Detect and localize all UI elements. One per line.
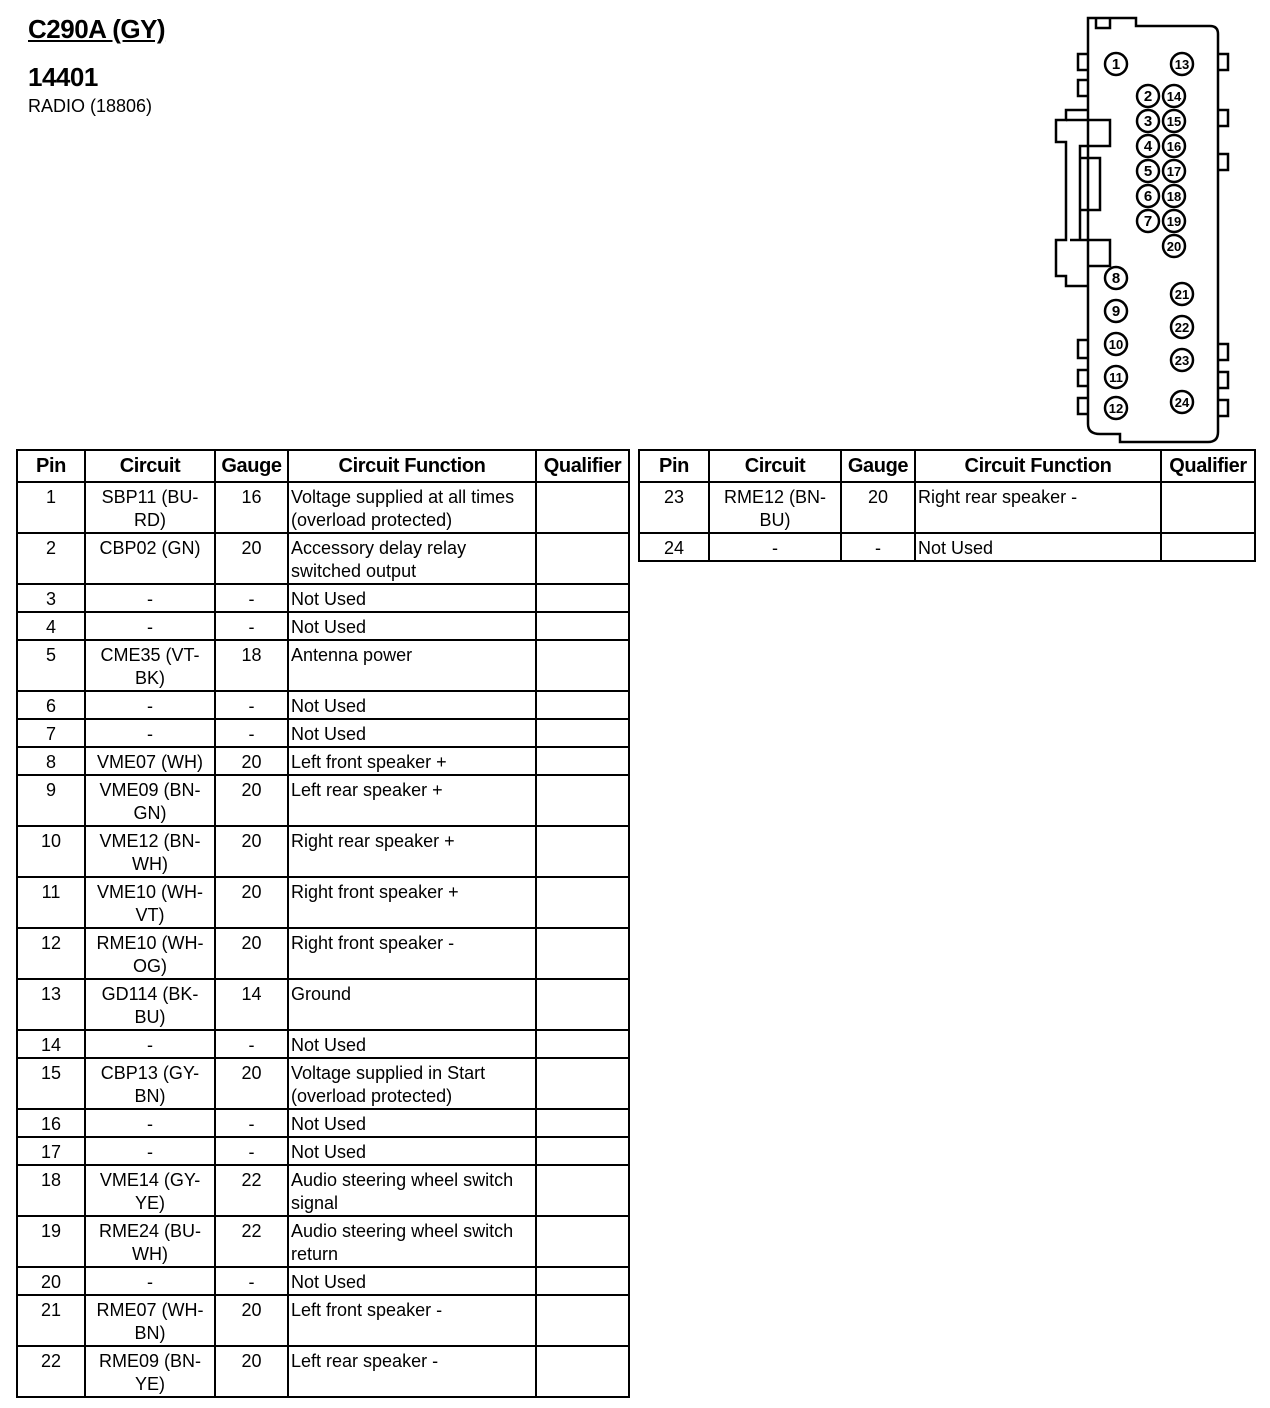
table-header-row bbox=[17, 450, 629, 482]
circuit-cell: CME35 (VT-BK) bbox=[85, 640, 215, 691]
table-row bbox=[17, 1109, 629, 1137]
function-cell: Not Used bbox=[288, 1030, 536, 1058]
pin-cell: 5 bbox=[17, 640, 85, 691]
pin-table-right bbox=[638, 449, 1256, 562]
qualifier-cell bbox=[536, 1295, 629, 1346]
gauge-cell: 22 bbox=[215, 1216, 288, 1267]
column-header-circuit: Circuit bbox=[709, 450, 841, 482]
qualifier-cell bbox=[536, 1267, 629, 1295]
pin-cell: 16 bbox=[17, 1109, 85, 1137]
table-row bbox=[17, 1346, 629, 1397]
pin-cell: 11 bbox=[17, 877, 85, 928]
gauge-cell: 20 bbox=[215, 826, 288, 877]
qualifier-cell bbox=[536, 826, 629, 877]
pin-label: 7 bbox=[1143, 213, 1153, 230]
pin-label: 24 bbox=[1174, 395, 1190, 410]
pin-cell: 1 bbox=[17, 482, 85, 533]
column-header-function: Circuit Function bbox=[288, 450, 536, 482]
table-row bbox=[17, 612, 629, 640]
circuit-cell: RME07 (WH-BN) bbox=[85, 1295, 215, 1346]
function-cell: Audio steering wheel switch return bbox=[288, 1216, 536, 1267]
circuit-cell: RME09 (BN-YE) bbox=[85, 1346, 215, 1397]
table-row bbox=[17, 1295, 629, 1346]
gauge-cell: 20 bbox=[215, 533, 288, 584]
function-cell: Accessory delay relay switched output bbox=[288, 533, 536, 584]
pin-label: 3 bbox=[1143, 113, 1153, 130]
qualifier-cell bbox=[536, 640, 629, 691]
circuit-cell: GD114 (BK-BU) bbox=[85, 979, 215, 1030]
column-header-circuit: Circuit bbox=[85, 450, 215, 482]
pin-label: 6 bbox=[1143, 188, 1153, 205]
table-row bbox=[17, 533, 629, 584]
gauge-cell: 20 bbox=[215, 1058, 288, 1109]
pin-label: 12 bbox=[1108, 401, 1124, 416]
function-cell: Voltage supplied in Start (overload protected) bbox=[288, 1058, 536, 1109]
gauge-cell: - bbox=[215, 1109, 288, 1137]
circuit-cell: VME10 (WH-VT) bbox=[85, 877, 215, 928]
pin-label: 19 bbox=[1166, 214, 1182, 229]
function-cell: Audio steering wheel switch signal bbox=[288, 1165, 536, 1216]
pin-label: 5 bbox=[1143, 163, 1153, 180]
pin-label: 4 bbox=[1143, 138, 1153, 155]
pin-cell: 9 bbox=[17, 775, 85, 826]
pin-cell: 17 bbox=[17, 1137, 85, 1165]
circuit-cell: - bbox=[85, 612, 215, 640]
pin-cell: 7 bbox=[17, 719, 85, 747]
qualifier-cell bbox=[536, 1137, 629, 1165]
qualifier-cell bbox=[1161, 482, 1255, 533]
gauge-cell: 20 bbox=[215, 928, 288, 979]
table-row bbox=[17, 1216, 629, 1267]
circuit-cell: RME12 (BN-BU) bbox=[709, 482, 841, 533]
function-cell: Not Used bbox=[288, 1137, 536, 1165]
pin-cell: 21 bbox=[17, 1295, 85, 1346]
column-header-function: Circuit Function bbox=[915, 450, 1161, 482]
qualifier-cell bbox=[536, 1216, 629, 1267]
gauge-cell: 16 bbox=[215, 482, 288, 533]
qualifier-cell bbox=[536, 979, 629, 1030]
function-cell: Antenna power bbox=[288, 640, 536, 691]
pin-label: 2 bbox=[1143, 88, 1153, 105]
function-cell: Left front speaker + bbox=[288, 747, 536, 775]
qualifier-cell bbox=[536, 877, 629, 928]
function-cell: Left front speaker - bbox=[288, 1295, 536, 1346]
pin-label: 9 bbox=[1111, 303, 1121, 320]
qualifier-cell bbox=[536, 584, 629, 612]
function-cell: Not Used bbox=[915, 533, 1161, 561]
table-row bbox=[17, 640, 629, 691]
table-row bbox=[17, 877, 629, 928]
pin-cell: 13 bbox=[17, 979, 85, 1030]
pin-cell: 24 bbox=[639, 533, 709, 561]
table-row bbox=[17, 1165, 629, 1216]
qualifier-cell bbox=[536, 1165, 629, 1216]
table-row bbox=[17, 928, 629, 979]
pin-cell: 20 bbox=[17, 1267, 85, 1295]
gauge-cell: - bbox=[215, 691, 288, 719]
qualifier-cell bbox=[1161, 533, 1255, 561]
table-header-row bbox=[639, 450, 1255, 482]
gauge-cell: 18 bbox=[215, 640, 288, 691]
function-cell: Not Used bbox=[288, 1267, 536, 1295]
pin-cell: 15 bbox=[17, 1058, 85, 1109]
function-cell: Not Used bbox=[288, 719, 536, 747]
pin-cell: 19 bbox=[17, 1216, 85, 1267]
qualifier-cell bbox=[536, 612, 629, 640]
pin-cell: 2 bbox=[17, 533, 85, 584]
column-header-pin: Pin bbox=[17, 450, 85, 482]
function-cell: Voltage supplied at all times (overload protected) bbox=[288, 482, 536, 533]
gauge-cell: - bbox=[215, 1030, 288, 1058]
qualifier-cell bbox=[536, 1346, 629, 1397]
pin-label: 14 bbox=[1166, 89, 1182, 104]
gauge-cell: - bbox=[215, 719, 288, 747]
circuit-cell: RME24 (BU-WH) bbox=[85, 1216, 215, 1267]
table-row bbox=[17, 747, 629, 775]
column-header-pin: Pin bbox=[639, 450, 709, 482]
function-cell: Not Used bbox=[288, 584, 536, 612]
circuit-cell: - bbox=[85, 1267, 215, 1295]
circuit-cell: VME07 (WH) bbox=[85, 747, 215, 775]
gauge-cell: 20 bbox=[215, 1295, 288, 1346]
function-cell: Left rear speaker + bbox=[288, 775, 536, 826]
gauge-cell: 20 bbox=[841, 482, 915, 533]
circuit-cell: - bbox=[709, 533, 841, 561]
function-cell: Right rear speaker + bbox=[288, 826, 536, 877]
circuit-cell: CBP02 (GN) bbox=[85, 533, 215, 584]
qualifier-cell bbox=[536, 691, 629, 719]
gauge-cell: 20 bbox=[215, 1346, 288, 1397]
qualifier-cell bbox=[536, 928, 629, 979]
function-cell: Right front speaker + bbox=[288, 877, 536, 928]
function-cell: Not Used bbox=[288, 612, 536, 640]
connector-id: C290A (GY) bbox=[28, 14, 166, 44]
pin-label: 21 bbox=[1174, 287, 1190, 302]
circuit-cell: - bbox=[85, 584, 215, 612]
qualifier-cell bbox=[536, 775, 629, 826]
component-name: RADIO (18806) bbox=[28, 96, 153, 116]
table-row bbox=[17, 1267, 629, 1295]
circuit-cell: VME14 (GY-YE) bbox=[85, 1165, 215, 1216]
pin-cell: 3 bbox=[17, 584, 85, 612]
table-row bbox=[17, 826, 629, 877]
column-header-gauge: Gauge bbox=[215, 450, 288, 482]
qualifier-cell bbox=[536, 747, 629, 775]
qualifier-cell bbox=[536, 1030, 629, 1058]
circuit-cell: CBP13 (GY-BN) bbox=[85, 1058, 215, 1109]
gauge-cell: - bbox=[215, 1137, 288, 1165]
pin-label: 20 bbox=[1166, 239, 1182, 254]
gauge-cell: 20 bbox=[215, 747, 288, 775]
gauge-cell: - bbox=[841, 533, 915, 561]
pin-label: 22 bbox=[1174, 320, 1190, 335]
qualifier-cell bbox=[536, 1109, 629, 1137]
qualifier-cell bbox=[536, 482, 629, 533]
qualifier-cell bbox=[536, 533, 629, 584]
circuit-cell: SBP11 (BU-RD) bbox=[85, 482, 215, 533]
pin-cell: 14 bbox=[17, 1030, 85, 1058]
gauge-cell: - bbox=[215, 584, 288, 612]
table-row bbox=[17, 719, 629, 747]
column-header-gauge: Gauge bbox=[841, 450, 915, 482]
table-row bbox=[17, 1058, 629, 1109]
pin-label: 10 bbox=[1108, 337, 1124, 352]
pin-cell: 12 bbox=[17, 928, 85, 979]
table-row bbox=[639, 482, 1255, 533]
gauge-cell: - bbox=[215, 612, 288, 640]
circuit-cell: - bbox=[85, 719, 215, 747]
part-number: 14401 bbox=[28, 62, 98, 92]
table-row bbox=[17, 1137, 629, 1165]
table-row bbox=[17, 482, 629, 533]
pin-label: 15 bbox=[1166, 114, 1182, 129]
table-row bbox=[17, 979, 629, 1030]
pin-cell: 23 bbox=[639, 482, 709, 533]
pin-label: 1 bbox=[1111, 56, 1121, 73]
gauge-cell: 20 bbox=[215, 877, 288, 928]
column-header-qualifier: Qualifier bbox=[536, 450, 629, 482]
circuit-cell: RME10 (WH-OG) bbox=[85, 928, 215, 979]
pin-cell: 8 bbox=[17, 747, 85, 775]
circuit-cell: - bbox=[85, 691, 215, 719]
gauge-cell: 14 bbox=[215, 979, 288, 1030]
pin-cell: 18 bbox=[17, 1165, 85, 1216]
qualifier-cell bbox=[536, 719, 629, 747]
circuit-cell: - bbox=[85, 1137, 215, 1165]
table-row bbox=[17, 691, 629, 719]
table-row bbox=[17, 775, 629, 826]
circuit-cell: - bbox=[85, 1030, 215, 1058]
table-row bbox=[17, 584, 629, 612]
pin-label: 13 bbox=[1174, 57, 1190, 72]
gauge-cell: 20 bbox=[215, 775, 288, 826]
circuit-cell: VME12 (BN-WH) bbox=[85, 826, 215, 877]
table-row bbox=[639, 533, 1255, 561]
qualifier-cell bbox=[536, 1058, 629, 1109]
pin-cell: 4 bbox=[17, 612, 85, 640]
pin-label: 11 bbox=[1109, 370, 1123, 385]
function-cell: Right rear speaker - bbox=[915, 482, 1161, 533]
gauge-cell: - bbox=[215, 1267, 288, 1295]
function-cell: Not Used bbox=[288, 1109, 536, 1137]
pin-table-left bbox=[16, 449, 630, 1398]
pin-cell: 10 bbox=[17, 826, 85, 877]
column-header-qualifier: Qualifier bbox=[1161, 450, 1255, 482]
function-cell: Ground bbox=[288, 979, 536, 1030]
pin-label: 8 bbox=[1111, 270, 1121, 287]
connector-diagram bbox=[1040, 14, 1240, 446]
function-cell: Left rear speaker - bbox=[288, 1346, 536, 1397]
pin-cell: 22 bbox=[17, 1346, 85, 1397]
function-cell: Not Used bbox=[288, 691, 536, 719]
pin-label: 23 bbox=[1174, 353, 1190, 368]
pin-label: 18 bbox=[1166, 189, 1182, 204]
function-cell: Right front speaker - bbox=[288, 928, 536, 979]
circuit-cell: VME09 (BN-GN) bbox=[85, 775, 215, 826]
table-row bbox=[17, 1030, 629, 1058]
gauge-cell: 22 bbox=[215, 1165, 288, 1216]
pin-label: 16 bbox=[1166, 139, 1182, 154]
pin-cell: 6 bbox=[17, 691, 85, 719]
pin-label: 17 bbox=[1166, 164, 1182, 179]
circuit-cell: - bbox=[85, 1109, 215, 1137]
